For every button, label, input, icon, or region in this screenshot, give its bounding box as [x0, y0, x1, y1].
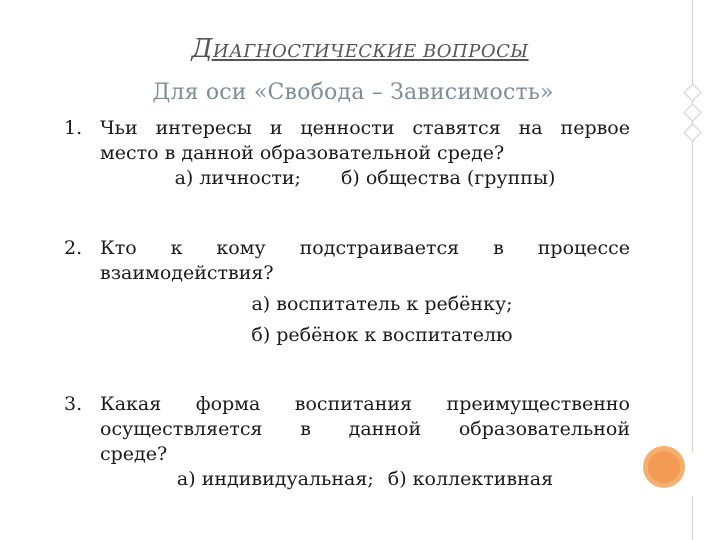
slide-title — [0, 34, 720, 64]
decor-circle-icon — [643, 446, 685, 488]
question-1 — [64, 116, 630, 191]
question-text: Кто к кому подстраивается в процессе — [100, 237, 630, 259]
question-3 — [64, 392, 630, 492]
answer-option-b: б) ребёнок к воспитателю — [251, 324, 513, 346]
title-rest: ИАГНОСТИЧЕСКИЕ ВОПРОСЫ — [213, 41, 529, 62]
answer-option-b: б) коллективная — [387, 468, 554, 490]
question-number: 3. — [64, 393, 83, 415]
decor-diamond-icon — [683, 103, 701, 121]
slide-subtitle: Для оси «Свобода – Зависимость» — [152, 80, 554, 105]
question-2 — [64, 236, 630, 348]
decor-rail-line — [692, 0, 693, 452]
question-text: Чьи интересы и ценности ставятся на первое — [100, 117, 630, 139]
answer-option-a: а) воспитатель к ребёнку; — [251, 293, 513, 315]
decor-diamond-icon — [683, 123, 701, 141]
answer-option-a: а) индивидуальная; — [176, 468, 374, 490]
decor-rail-line-bottom — [692, 496, 693, 540]
answer-options — [64, 467, 630, 492]
question-text-continued: место в данной образовательной среде? — [100, 142, 505, 164]
answer-option-b: б) общества (группы) — [340, 167, 556, 189]
question-text-continued: среде? — [100, 443, 168, 465]
title-first-letter: Д — [191, 34, 214, 64]
question-text-continued: осуществляется в данной образовательной — [100, 418, 630, 440]
question-text-continued: взаимодействия? — [100, 262, 274, 284]
answer-option-a: а) личности; — [174, 167, 301, 189]
question-text: Какая форма воспитания преимущественно — [100, 393, 630, 415]
question-number: 1. — [64, 117, 83, 139]
answer-options — [64, 166, 630, 191]
question-number: 2. — [64, 237, 83, 259]
